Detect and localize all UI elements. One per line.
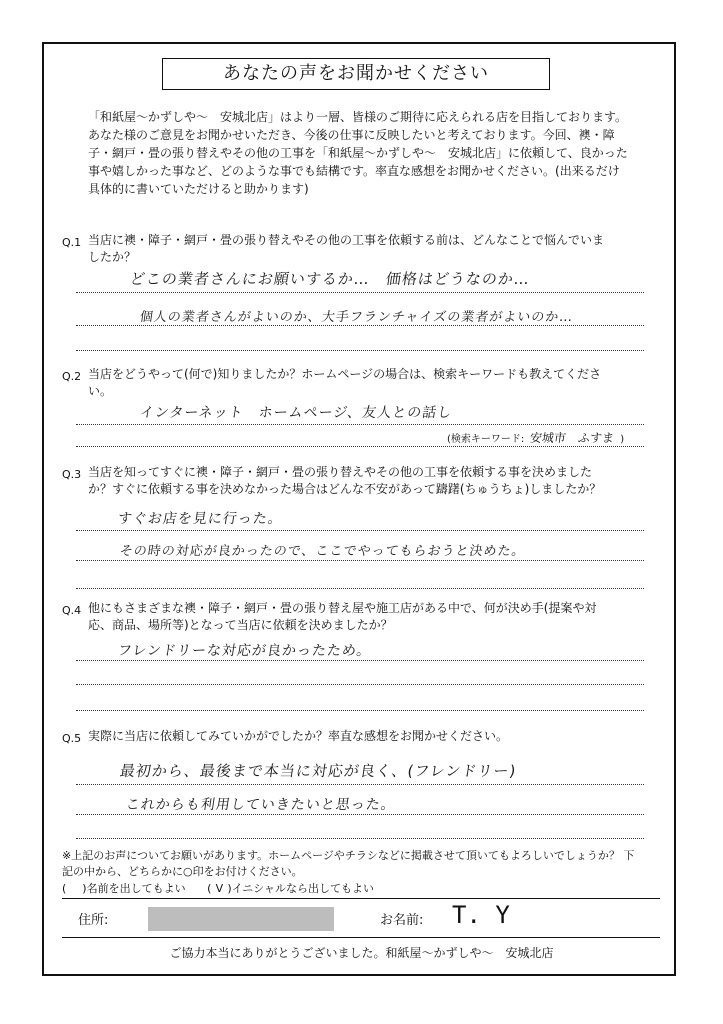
answer-rule bbox=[76, 325, 644, 326]
question-line: か？すぐに依頼する事を決めなかった場合はどんな不安があって躊躇(ちゅうちょ)しましたか？ bbox=[88, 482, 602, 496]
answer-rule bbox=[76, 446, 644, 447]
question-number: Q.4 bbox=[62, 604, 82, 617]
question-text bbox=[88, 366, 668, 400]
notice-line: ※上記のお声についてお願いがあります。ホームページやチラシなどに掲載させて頂いてもよろしいでしょうか？ 下 bbox=[62, 849, 635, 862]
question-line: 当店をどうやって(何で)知りましたか？ホームページの場合は、検索キーワードも教えてくださ bbox=[88, 367, 602, 381]
question-number: Q.5 bbox=[62, 732, 82, 745]
handwritten-answer: 個人の業者さんがよいのか、大手フランチャイズの業者がよいのか… bbox=[138, 310, 575, 325]
search-keyword-label: (検索キーワード: bbox=[447, 434, 525, 445]
option-mark: V bbox=[215, 882, 224, 895]
question-line: 当店に襖・障子・網戸・畳の張り替えやその他の工事を依頼する前は、どんなことで悩んでいま bbox=[88, 233, 605, 247]
option-initials-ok[interactable]: ( V )イニシャルなら出してもよい bbox=[207, 882, 375, 895]
handwritten-answer: これからも利用していきたいと思った。 bbox=[124, 797, 397, 813]
answer-rule bbox=[76, 424, 644, 425]
answer-rule bbox=[76, 530, 644, 531]
question-line: したか？ bbox=[88, 250, 137, 264]
intro-line: あなた様のご意見をお聞かせいただき、今後の仕事に反映したいと考えております。今回、襖・障 bbox=[88, 128, 615, 142]
permission-options bbox=[62, 880, 392, 896]
answer-rule bbox=[76, 784, 644, 785]
question-line: い。 bbox=[88, 384, 113, 398]
search-keyword-value: 安城市 ふすま bbox=[529, 431, 616, 445]
address-label: 住所: bbox=[78, 913, 109, 928]
handwritten-answer: フレンドリーな対応が良かったため。 bbox=[116, 643, 373, 659]
footer-thanks: ご協力本当にありがとうございました。和紙屋～かずしや～ 安城北店 bbox=[169, 946, 554, 960]
intro-line: 事や嬉しかった事など、どのような事でも結構です。率直な感想をお聞かせください。(出来るだけ bbox=[88, 164, 620, 178]
answer-rule bbox=[76, 838, 644, 839]
intro-line: 具体的に書いていただけると助かります) bbox=[88, 182, 309, 196]
question-line: 応、商品、場所等)となって当店に依頼を決めましたか？ bbox=[88, 618, 393, 632]
question-text bbox=[88, 232, 668, 266]
answer-rule bbox=[76, 350, 644, 351]
question-text bbox=[88, 464, 668, 498]
question-number: Q.3 bbox=[62, 468, 82, 481]
answer-rule bbox=[76, 814, 644, 815]
page-title: あなたの声をお聞かせください bbox=[162, 58, 550, 90]
question-line: 当店を知ってすぐに襖・障子・網戸・畳の張り替えやその他の工事を依頼する事を決めました bbox=[88, 465, 593, 479]
answer-rule bbox=[76, 710, 644, 711]
intro-line: 「和紙屋～かずしや～ 安城北店」はより一層、皆様のご期待に応えられる店を目指しております。 bbox=[88, 110, 628, 124]
address-name-row bbox=[62, 898, 660, 938]
intro-paragraph bbox=[88, 108, 668, 198]
answer-rule bbox=[76, 292, 644, 293]
question-line: 他にもさまざまな襖・障子・網戸・畳の張り替え屋や施工店がある中で、何が決め手(提案や対 bbox=[88, 601, 597, 615]
address-redacted bbox=[148, 907, 334, 931]
handwritten-answer: どこの業者さんにお願いするか… 価格はどうなのか… bbox=[128, 270, 532, 288]
option-name-ok[interactable]: ( )名前を出してもよい bbox=[62, 882, 186, 895]
handwritten-answer: すぐお店を見に行った。 bbox=[116, 511, 284, 527]
question-text bbox=[88, 728, 668, 745]
option-label: イニシャルなら出してもよい bbox=[231, 882, 375, 895]
answer-rule bbox=[76, 660, 644, 661]
handwritten-answer: インターネット ホームページ、友人との話し bbox=[138, 405, 454, 421]
handwritten-answer: 最初から、最後まで本当に対応が良く、(フレンドリー) bbox=[118, 762, 518, 780]
handwritten-answer: その時の対応が良かったので、ここでやってもらおうと決めた。 bbox=[118, 544, 527, 559]
question-number: Q.1 bbox=[62, 236, 82, 249]
name-value: T. Y bbox=[452, 901, 510, 929]
answer-rule bbox=[76, 588, 644, 589]
search-keyword-close: ) bbox=[620, 434, 625, 445]
answer-rule bbox=[76, 560, 644, 561]
question-line: 実際に当店に依頼してみていかがでしたか？率直な感想をお聞かせください。 bbox=[88, 729, 509, 743]
option-label: 名前を出してもよい bbox=[86, 882, 186, 895]
notice-line: 記の中から、どちらかに○印をお付けください。 bbox=[62, 865, 303, 878]
question-number: Q.2 bbox=[62, 370, 82, 383]
publication-notice bbox=[62, 848, 668, 880]
answer-rule bbox=[76, 684, 644, 685]
intro-line: 子・網戸・畳の張り替えやその他の工事を「和紙屋～かずしや～ 安城北店」に依頼して、良かった bbox=[88, 146, 628, 160]
name-label: お名前: bbox=[380, 913, 424, 928]
question-text bbox=[88, 600, 668, 634]
search-keyword bbox=[447, 429, 624, 446]
